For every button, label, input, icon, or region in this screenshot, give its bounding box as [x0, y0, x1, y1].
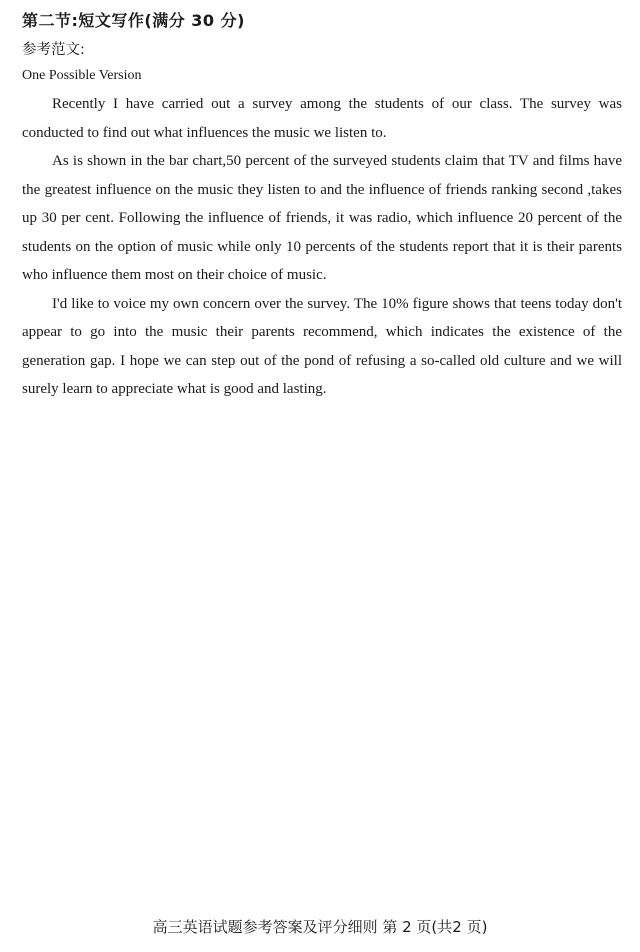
essay-paragraph-3: I'd like to voice my own concern over the survey. The 10% figure shows that teens today don't appear to go into the music their parents recommend, which indicates the existence of the generation gap. I hope we can step out of the pond of refusing a so-called old culture and we will surely learn to appreciate what is good and lasting.	[22, 295, 622, 397]
essay-paragraph-1: Recently I have carried out a survey among the students of our class. The survey was conducted to find out what influences the music we listen to.	[22, 96, 622, 141]
page-footer: 高三英语试题参考答案及评分细则 第 2 页(共2 页)	[152, 918, 488, 936]
reference-label: 参考范文:	[22, 42, 85, 58]
essay-paragraph-2: As is shown in the bar chart,50 percent of the surveyed students claim that TV and films have the greatest influence on the music they listen to and the influence of friends ranking second ,takes up 30 per cent. Following the influence of friends, it was radio, which influence 20 percent of the students on the option of music while only 10 percents of the students report that it is their parents who influence them most on their choice of music.	[22, 153, 622, 283]
section-heading: 第二节:短文写作(满分 30 分)	[22, 11, 245, 30]
essay-body	[22, 90, 622, 404]
version-title: One Possible Version	[22, 68, 142, 83]
